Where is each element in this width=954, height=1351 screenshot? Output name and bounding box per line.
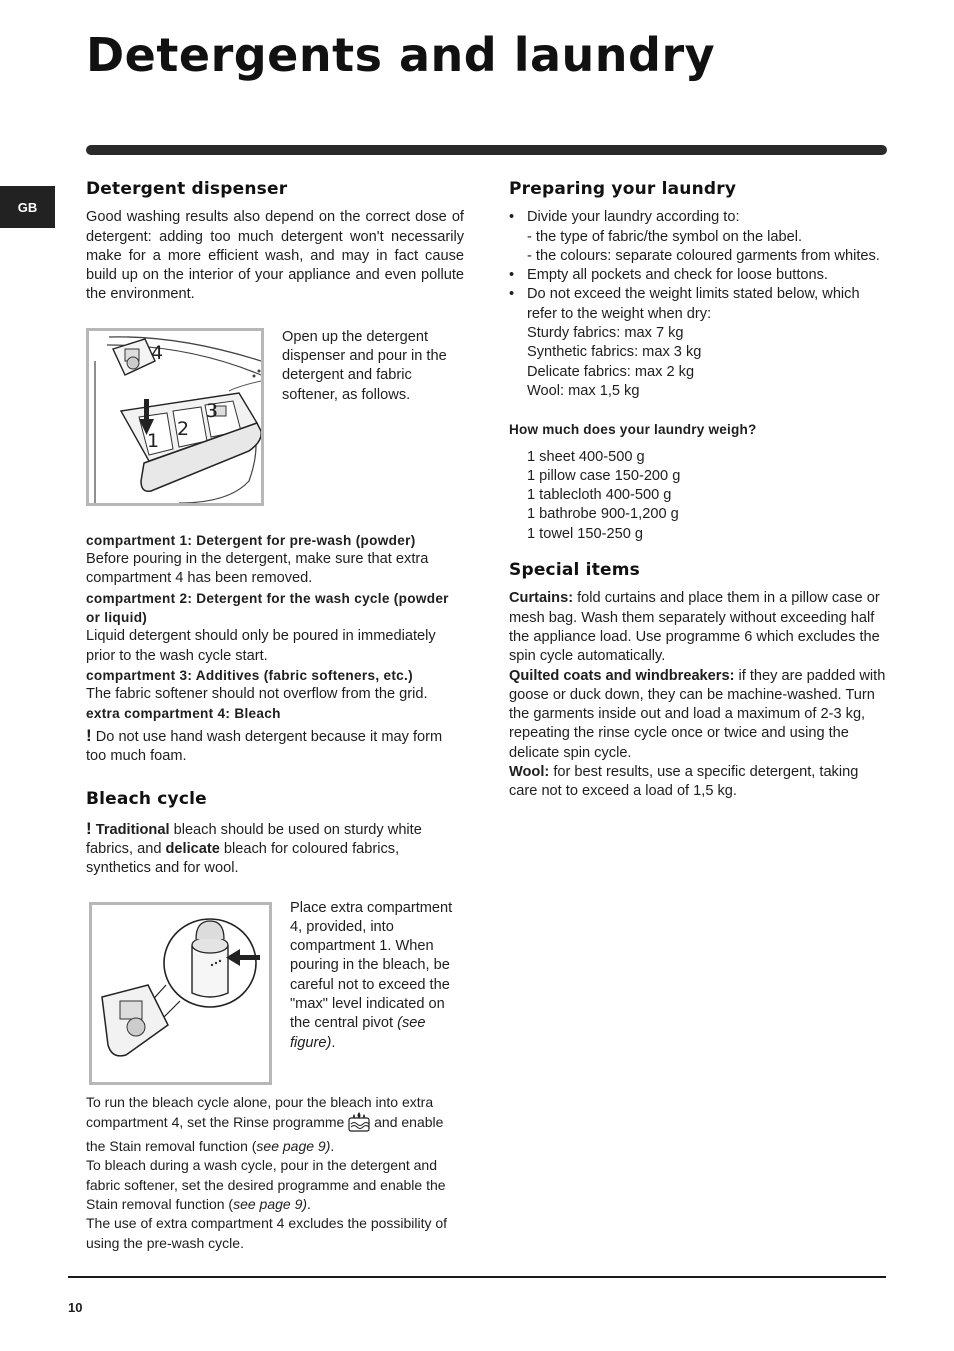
laundry-weight-heading: How much does your laundry weigh? <box>509 422 757 438</box>
compartment-2-body: Liquid detergent should only be poured in immediately prior to the wash cycle start. <box>86 628 436 664</box>
quilted-text: if they are padded with goose or duck down, they can be machine-washed. Turn the garments inside out and load a maximum of 2-3 kg, repeating the rinse cycle once or twice and using the delicate spin cycle. <box>509 667 886 761</box>
see-figure-ref: (see figure) <box>290 1015 426 1051</box>
compartment-4-title: extra compartment 4: Bleach <box>86 706 281 722</box>
weight-item: 1 tablecloth 400-500 g <box>527 487 672 504</box>
bleach-run-alone-text-2: and enable the Stain removal function ( <box>86 1113 444 1155</box>
right-column <box>509 180 887 802</box>
weight-item: 1 pillow case 150-200 g <box>527 467 681 484</box>
curtains-label: Curtains: <box>509 590 574 607</box>
wool-label: Wool: <box>509 764 550 781</box>
weight-item: 1 towel 150-250 g <box>527 525 644 542</box>
limit-wool: Wool: max 1,5 kg <box>527 382 640 399</box>
special-items-heading: Special items <box>509 560 640 581</box>
curtains-paragraph <box>509 589 887 666</box>
compartment-3-title: compartment 3: Additives (fabric softeners, etc.) <box>86 667 413 683</box>
see-page-ref: see page 9) <box>256 1138 331 1155</box>
bleach-during-wash <box>86 1156 464 1214</box>
dispenser-figure <box>86 328 264 506</box>
dispenser-illustration <box>89 331 261 503</box>
list-item <box>509 208 887 266</box>
page-title: Detergents and laundry <box>86 28 716 82</box>
special-items-section <box>509 561 887 802</box>
punct: . <box>331 1034 336 1051</box>
rinse-programme-icon <box>348 1112 370 1137</box>
language-tab: GB <box>0 186 55 228</box>
weight-limits-text: Do not exceed the weight limits stated below, which refer to the weight when dry: <box>527 286 860 322</box>
laundry-weight-list <box>509 448 887 544</box>
left-column <box>86 180 464 1253</box>
limit-delicate: Delicate fabrics: max 2 kg <box>527 363 695 380</box>
compartment-2-title: compartment 2: Detergent for the wash cycle (powder or liquid) <box>86 590 449 625</box>
bleach-section <box>86 790 464 1253</box>
bleach-instructions <box>86 1093 464 1253</box>
limit-synthetic: Synthetic fabrics: max 3 kg <box>527 344 702 361</box>
figure-label-4: 4 <box>151 341 164 364</box>
list-item: • Empty all pockets and check for loose buttons. <box>509 266 887 285</box>
limit-sturdy: Sturdy fabrics: max 7 kg <box>527 325 684 342</box>
bleach-figure-caption <box>290 899 464 1085</box>
bleach-delicate-label: delicate <box>165 840 220 857</box>
bleach-during-wash-text: To bleach during a wash cycle, pour in the detergent and fabric softener, set the desired programme and enable the Stain removal function ( <box>86 1157 446 1213</box>
bleach-warning-text-2: bleach for coloured fabrics, synthetics and for wool. <box>86 840 400 877</box>
dispenser-figure-caption: Open up the detergent dispenser and pour in the detergent and fabric softener, as follows. <box>282 328 447 403</box>
bleach-run-alone <box>86 1093 464 1157</box>
compartment-1-body: Before pouring in the detergent, make sure that extra compartment 4 has been removed. <box>86 551 429 587</box>
divide-by-fabric: - the type of fabric/the symbol on the label. <box>527 228 803 245</box>
compartment-1-title: compartment 1: Detergent for pre-wash (powder) <box>86 532 416 548</box>
weight-item: 1 bathrobe 900-1,200 g <box>527 506 679 523</box>
quilted-paragraph <box>509 667 887 763</box>
divide-laundry-text: Divide your laundry according to: <box>527 209 740 226</box>
bleach-traditional-label: Traditional <box>95 821 170 838</box>
punct: . <box>307 1196 311 1213</box>
curtains-text: fold curtains and place them in a pillow case or mesh bag. Wash them separately without exceeding half the appliance load. Use programme 6 which excludes the spin cycle automatically. <box>509 590 880 665</box>
bleach-figure-text: Place extra compartment 4, provided, into compartment 1. When pouring in the bleach, be careful not to exceed the "max" level indicated on the central pivot <box>290 899 453 1032</box>
footer-rule <box>68 1276 886 1278</box>
bleach-figure-block <box>86 899 464 1085</box>
bleach-warning <box>86 819 464 879</box>
weight-item: 1 sheet 400-500 g <box>527 448 645 465</box>
page-number: 10 <box>68 1300 83 1315</box>
punct: . <box>330 1138 335 1155</box>
bleach-figure <box>89 902 272 1085</box>
warning-icon: ! <box>86 725 92 745</box>
bleach-cycle-heading: Bleach cycle <box>86 789 207 810</box>
divide-by-colour: - the colours: separate coloured garments from whites. <box>527 247 880 264</box>
figure-label-1: 1 <box>147 429 160 452</box>
detergent-dispenser-heading: Detergent dispenser <box>86 179 288 199</box>
wool-paragraph <box>509 763 887 802</box>
dispenser-warning <box>86 726 464 767</box>
compartment-list <box>86 531 464 767</box>
dispenser-warning-text: Do not use hand wash detergent because it may form too much foam. <box>86 728 443 765</box>
bleach-run-alone-text: To run the bleach cycle alone, pour the bleach into extra compartment 4, set the Rinse programme <box>86 1093 434 1130</box>
figure-label-2: 2 <box>177 417 190 440</box>
bleach-warning-text-1: bleach should be used on sturdy white fabrics, and <box>86 821 422 857</box>
quilted-label: Quilted coats and windbreakers: <box>509 667 735 684</box>
title-rule <box>86 145 887 155</box>
preparing-list <box>509 208 887 401</box>
compartment-3-body: The fabric softener should not overflow from the grid. <box>86 686 428 703</box>
dispenser-intro: Good washing results also depend on the correct dose of detergent: adding too much detergent won't necessarily make for a more efficient wash, and may in fact cause build up on the interior of your appliance and even pollute the environment. <box>86 209 464 303</box>
bleach-prewash-note: The use of extra compartment 4 excludes the possibility of using the pre-wash cycle. <box>86 1215 448 1251</box>
dispenser-figure-block <box>86 328 464 506</box>
wool-text: for best results, use a specific detergent, taking care not to exceed a load of 1,5 kg. <box>509 764 859 800</box>
list-item <box>509 285 887 401</box>
preparing-laundry-heading: Preparing your laundry <box>509 179 737 199</box>
warning-icon: ! <box>86 818 92 838</box>
see-page-ref: see page 9) <box>233 1196 308 1213</box>
bleach-compartment-illustration <box>92 905 269 1082</box>
figure-label-3: 3 <box>206 399 219 422</box>
